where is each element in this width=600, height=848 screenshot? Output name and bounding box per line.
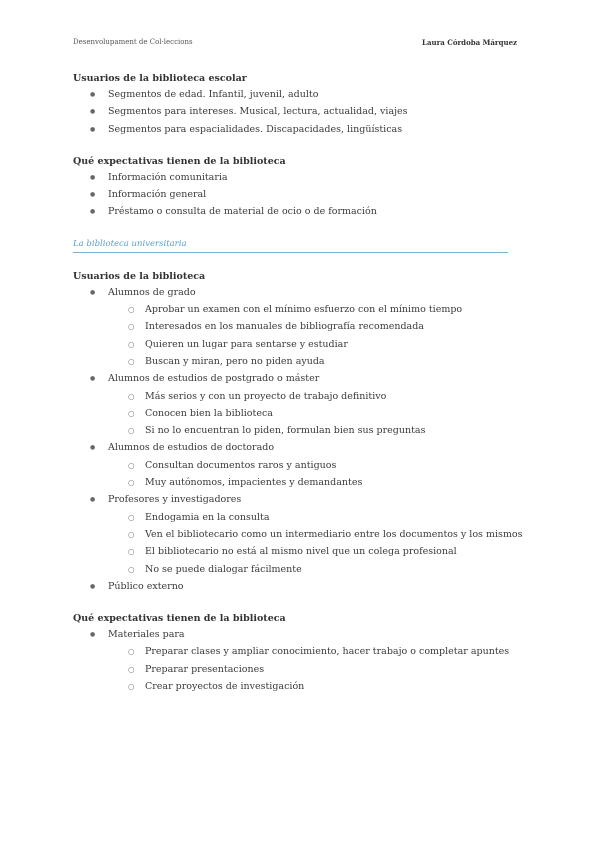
list-item: ● Profesores y investigadores: [73, 491, 508, 508]
sub-list-item: ○ Ven el bibliotecario como un intermediario entre los documentos y los mismos: [73, 526, 508, 543]
escolar-expect-heading: Qué expectativas tienen de la biblioteca: [73, 155, 286, 167]
header-doc-title: Desenvolupament de Col·leccions: [73, 38, 193, 46]
document-body: [73, 72, 523, 695]
list-item: ● Préstamo o consulta de material de ocio o de formación: [73, 203, 508, 220]
uni-expect-heading: Qué expectativas tienen de la biblioteca: [73, 613, 286, 625]
list-item: ● Alumnos de grado: [73, 284, 508, 301]
section-title-universitaria: La biblioteca universitaria: [73, 238, 508, 253]
sub-list-item: ○ Quieren un lugar para sentarse y estudiar: [73, 336, 508, 353]
page-header: [73, 38, 517, 47]
list-item: ● Segmentos para espacialidades. Discapacidades, lingüísticas: [73, 121, 508, 138]
sub-list-item: ○ Más serios y con un proyecto de trabajo definitivo: [73, 388, 508, 405]
sub-list-item: ○ Si no lo encuentran lo piden, formulan bien sus preguntas: [73, 422, 508, 439]
sub-list-item: ○ Interesados en los manuales de bibliografía recomendada: [73, 318, 508, 335]
sub-list-item: ○ Conocen bien la biblioteca: [73, 405, 508, 422]
sub-list-item: ○ Aprobar un examen con el mínimo esfuerzo con el mínimo tiempo: [73, 301, 508, 318]
list-item: ● Público externo: [73, 578, 508, 595]
escolar-users-list: [73, 86, 508, 138]
sub-list-item: ○ Preparar presentaciones: [73, 661, 508, 678]
uni-users-heading: Usuarios de la biblioteca: [73, 270, 206, 282]
list-item: ● Materiales para: [73, 626, 508, 643]
list-item: ● Información comunitaria: [73, 169, 508, 186]
sub-list-item: ○ Endogamia en la consulta: [73, 509, 508, 526]
sub-list-item: ○ Crear proyectos de investigación: [73, 678, 508, 695]
list-item: ● Segmentos de edad. Infantil, juvenil, adulto: [73, 86, 508, 103]
list-item: ● Alumnos de estudios de doctorado: [73, 439, 508, 456]
escolar-users-heading: Usuarios de la biblioteca escolar: [73, 73, 247, 84]
sub-list-item: ○ Consultan documentos raros y antiguos: [73, 457, 508, 474]
sub-list-item: ○ No se puede dialogar fácilmente: [73, 561, 508, 578]
list-item: ● Alumnos de estudios de postgrado o máster: [73, 370, 508, 387]
sub-list-item: ○ Preparar clases y ampliar conocimiento, hacer trabajo o completar apuntes: [73, 643, 508, 660]
header-author: Laura Córdoba Márquez: [422, 38, 517, 47]
sub-list-item: ○ Muy autónomos, impacientes y demandantes: [73, 474, 508, 491]
list-item: ● Segmentos para intereses. Musical, lectura, actualidad, viajes: [73, 103, 508, 120]
sub-list-item: ○ El bibliotecario no está al mismo nivel que un colega profesional: [73, 543, 508, 560]
uni-expect-list: [73, 626, 508, 695]
sub-list-item: ○ Buscan y miran, pero no piden ayuda: [73, 353, 508, 370]
list-item: ● Información general: [73, 186, 508, 203]
escolar-expect-list: [73, 169, 508, 221]
uni-users-list: [73, 284, 523, 595]
